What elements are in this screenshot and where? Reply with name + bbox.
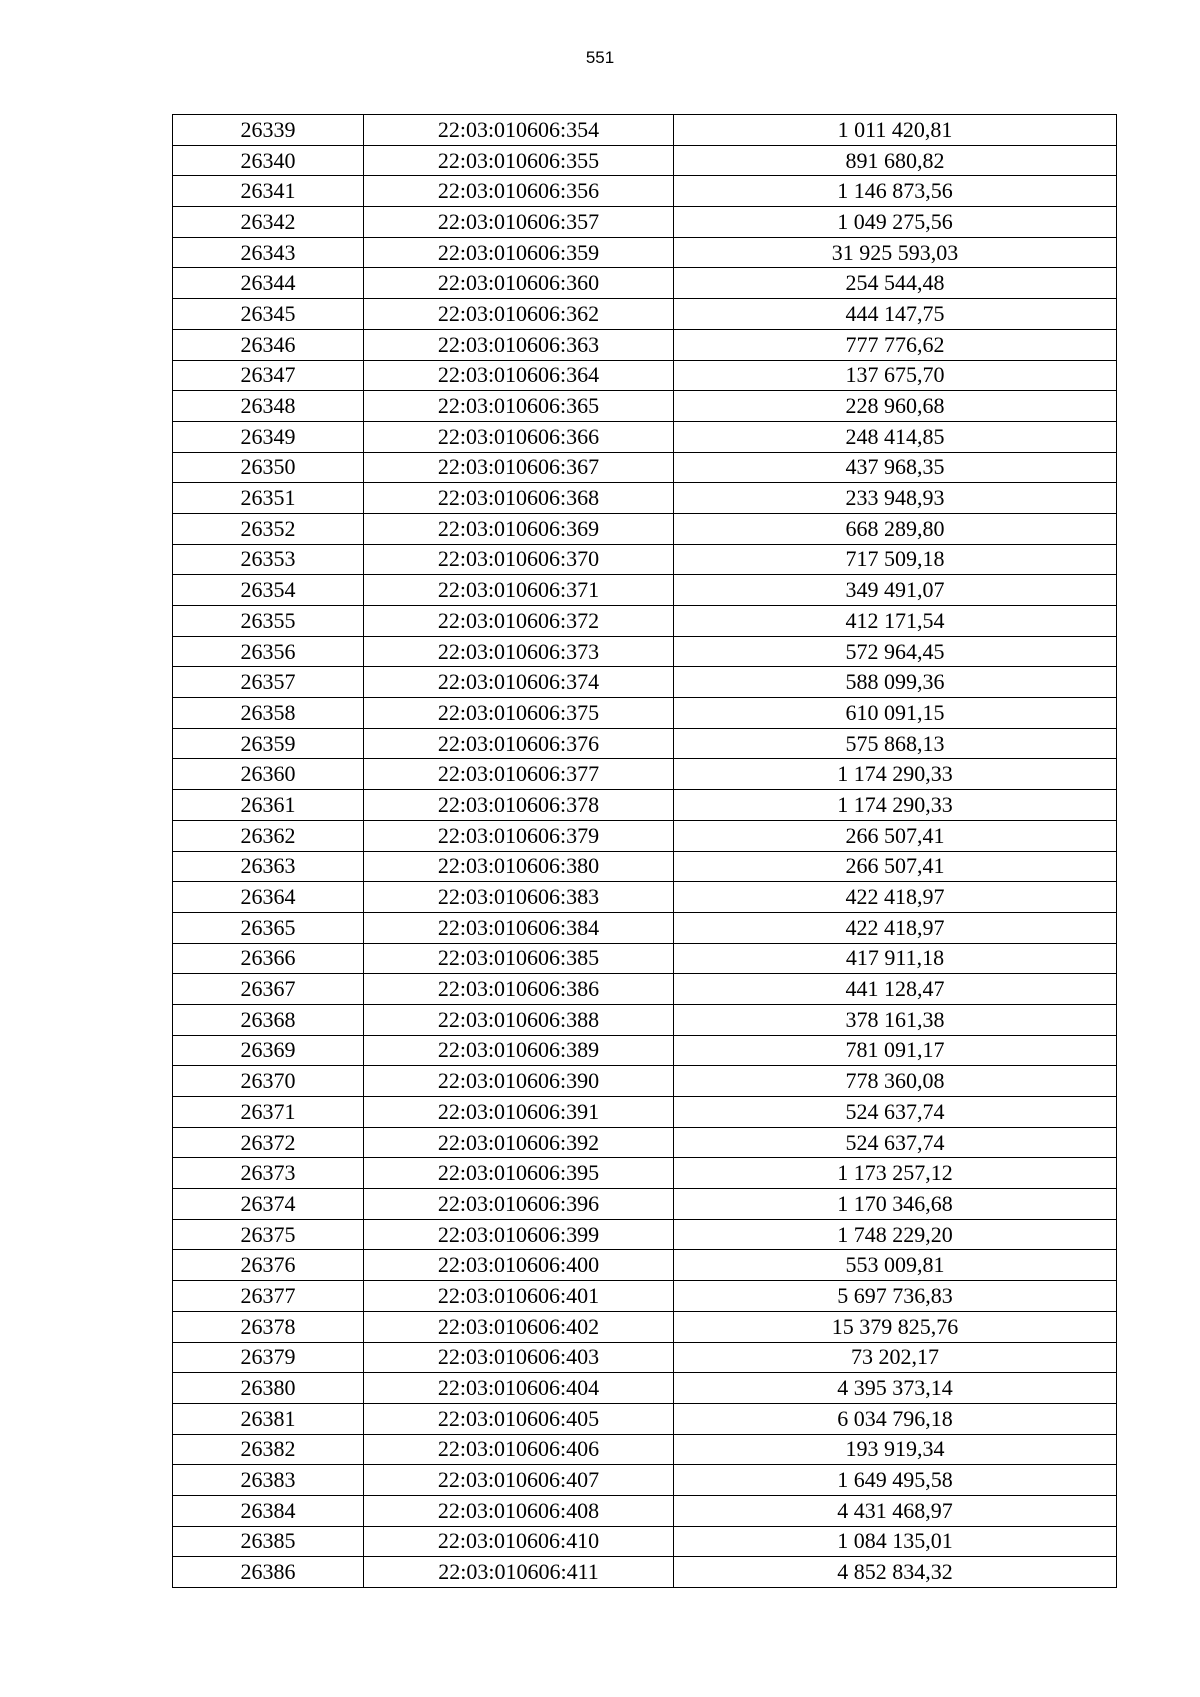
cadastral-value-table <box>172 114 1117 1588</box>
cadastral-number-cell: 22:03:010606:378 <box>364 790 674 821</box>
row-number-cell: 26356 <box>173 636 364 667</box>
cadastral-value-cell: 73 202,17 <box>674 1342 1117 1373</box>
cadastral-value-cell: 572 964,45 <box>674 636 1117 667</box>
cadastral-number-cell: 22:03:010606:411 <box>364 1557 674 1588</box>
table-row <box>173 513 1117 544</box>
cadastral-number-cell: 22:03:010606:376 <box>364 728 674 759</box>
cadastral-number-cell: 22:03:010606:366 <box>364 421 674 452</box>
cadastral-value-cell: 1 649 495,58 <box>674 1465 1117 1496</box>
cadastral-value-cell: 233 948,93 <box>674 483 1117 514</box>
row-number-cell: 26357 <box>173 667 364 698</box>
cadastral-value-cell: 437 968,35 <box>674 452 1117 483</box>
cadastral-number-cell: 22:03:010606:367 <box>364 452 674 483</box>
cadastral-value-cell: 4 431 468,97 <box>674 1495 1117 1526</box>
cadastral-number-cell: 22:03:010606:388 <box>364 1004 674 1035</box>
table-row <box>173 1281 1117 1312</box>
table-row <box>173 544 1117 575</box>
cadastral-value-cell: 1 084 135,01 <box>674 1526 1117 1557</box>
row-number-cell: 26370 <box>173 1066 364 1097</box>
cadastral-number-cell: 22:03:010606:364 <box>364 360 674 391</box>
cadastral-value-cell: 422 418,97 <box>674 912 1117 943</box>
table-row <box>173 1557 1117 1588</box>
row-number-cell: 26349 <box>173 421 364 452</box>
cadastral-number-cell: 22:03:010606:407 <box>364 1465 674 1496</box>
row-number-cell: 26345 <box>173 299 364 330</box>
row-number-cell: 26379 <box>173 1342 364 1373</box>
cadastral-value-cell: 1 170 346,68 <box>674 1189 1117 1220</box>
cadastral-value-cell: 4 395 373,14 <box>674 1373 1117 1404</box>
row-number-cell: 26382 <box>173 1434 364 1465</box>
cadastral-value-cell: 778 360,08 <box>674 1066 1117 1097</box>
cadastral-value-cell: 193 919,34 <box>674 1434 1117 1465</box>
table-row <box>173 1495 1117 1526</box>
row-number-cell: 26381 <box>173 1403 364 1434</box>
row-number-cell: 26366 <box>173 943 364 974</box>
cadastral-value-cell: 5 697 736,83 <box>674 1281 1117 1312</box>
table-row <box>173 606 1117 637</box>
cadastral-number-cell: 22:03:010606:371 <box>364 575 674 606</box>
table-row <box>173 1526 1117 1557</box>
cadastral-number-cell: 22:03:010606:404 <box>364 1373 674 1404</box>
row-number-cell: 26386 <box>173 1557 364 1588</box>
row-number-cell: 26360 <box>173 759 364 790</box>
table-row <box>173 268 1117 299</box>
cadastral-value-cell: 378 161,38 <box>674 1004 1117 1035</box>
row-number-cell: 26372 <box>173 1127 364 1158</box>
cadastral-value-cell: 412 171,54 <box>674 606 1117 637</box>
row-number-cell: 26375 <box>173 1219 364 1250</box>
table-row <box>173 299 1117 330</box>
cadastral-number-cell: 22:03:010606:405 <box>364 1403 674 1434</box>
table-row <box>173 790 1117 821</box>
table-row <box>173 452 1117 483</box>
cadastral-number-cell: 22:03:010606:368 <box>364 483 674 514</box>
table-row <box>173 912 1117 943</box>
row-number-cell: 26376 <box>173 1250 364 1281</box>
table-body <box>173 115 1117 1588</box>
cadastral-number-cell: 22:03:010606:380 <box>364 851 674 882</box>
row-number-cell: 26374 <box>173 1189 364 1220</box>
row-number-cell: 26371 <box>173 1097 364 1128</box>
cadastral-value-cell: 524 637,74 <box>674 1127 1117 1158</box>
cadastral-number-cell: 22:03:010606:385 <box>364 943 674 974</box>
table-row <box>173 1342 1117 1373</box>
row-number-cell: 26342 <box>173 207 364 238</box>
table-row <box>173 145 1117 176</box>
table-row <box>173 207 1117 238</box>
cadastral-value-cell: 1 173 257,12 <box>674 1158 1117 1189</box>
table-row <box>173 636 1117 667</box>
cadastral-value-cell: 524 637,74 <box>674 1097 1117 1128</box>
cadastral-number-cell: 22:03:010606:360 <box>364 268 674 299</box>
row-number-cell: 26369 <box>173 1035 364 1066</box>
table-row <box>173 1127 1117 1158</box>
table-row <box>173 882 1117 913</box>
table-row <box>173 575 1117 606</box>
table-row <box>173 1250 1117 1281</box>
cadastral-value-cell: 137 675,70 <box>674 360 1117 391</box>
cadastral-value-cell: 15 379 825,76 <box>674 1311 1117 1342</box>
row-number-cell: 26373 <box>173 1158 364 1189</box>
row-number-cell: 26383 <box>173 1465 364 1496</box>
cadastral-number-cell: 22:03:010606:369 <box>364 513 674 544</box>
row-number-cell: 26346 <box>173 329 364 360</box>
cadastral-value-cell: 1 146 873,56 <box>674 176 1117 207</box>
cadastral-value-cell: 248 414,85 <box>674 421 1117 452</box>
cadastral-number-cell: 22:03:010606:356 <box>364 176 674 207</box>
cadastral-number-cell: 22:03:010606:372 <box>364 606 674 637</box>
table-row <box>173 1066 1117 1097</box>
cadastral-value-cell: 610 091,15 <box>674 698 1117 729</box>
cadastral-number-cell: 22:03:010606:355 <box>364 145 674 176</box>
row-number-cell: 26365 <box>173 912 364 943</box>
table-row <box>173 483 1117 514</box>
table-row <box>173 667 1117 698</box>
row-number-cell: 26347 <box>173 360 364 391</box>
cadastral-number-cell: 22:03:010606:379 <box>364 820 674 851</box>
row-number-cell: 26343 <box>173 237 364 268</box>
cadastral-number-cell: 22:03:010606:374 <box>364 667 674 698</box>
row-number-cell: 26377 <box>173 1281 364 1312</box>
cadastral-number-cell: 22:03:010606:377 <box>364 759 674 790</box>
table-row <box>173 759 1117 790</box>
cadastral-number-cell: 22:03:010606:401 <box>364 1281 674 1312</box>
cadastral-value-cell: 588 099,36 <box>674 667 1117 698</box>
row-number-cell: 26344 <box>173 268 364 299</box>
row-number-cell: 26340 <box>173 145 364 176</box>
table-row <box>173 1465 1117 1496</box>
cadastral-value-cell: 444 147,75 <box>674 299 1117 330</box>
cadastral-number-cell: 22:03:010606:408 <box>364 1495 674 1526</box>
table-row <box>173 1403 1117 1434</box>
cadastral-number-cell: 22:03:010606:370 <box>364 544 674 575</box>
row-number-cell: 26339 <box>173 115 364 146</box>
row-number-cell: 26352 <box>173 513 364 544</box>
cadastral-value-cell: 1 011 420,81 <box>674 115 1117 146</box>
cadastral-value-cell: 6 034 796,18 <box>674 1403 1117 1434</box>
table-row <box>173 115 1117 146</box>
row-number-cell: 26380 <box>173 1373 364 1404</box>
cadastral-value-cell: 441 128,47 <box>674 974 1117 1005</box>
table-row <box>173 943 1117 974</box>
cadastral-value-cell: 254 544,48 <box>674 268 1117 299</box>
table-row <box>173 1434 1117 1465</box>
table-row <box>173 237 1117 268</box>
row-number-cell: 26368 <box>173 1004 364 1035</box>
cadastral-number-cell: 22:03:010606:354 <box>364 115 674 146</box>
row-number-cell: 26363 <box>173 851 364 882</box>
table-row <box>173 820 1117 851</box>
cadastral-value-cell: 31 925 593,03 <box>674 237 1117 268</box>
table-row <box>173 391 1117 422</box>
table-row <box>173 329 1117 360</box>
row-number-cell: 26351 <box>173 483 364 514</box>
row-number-cell: 26362 <box>173 820 364 851</box>
row-number-cell: 26353 <box>173 544 364 575</box>
cadastral-number-cell: 22:03:010606:396 <box>364 1189 674 1220</box>
cadastral-number-cell: 22:03:010606:357 <box>364 207 674 238</box>
cadastral-value-cell: 717 509,18 <box>674 544 1117 575</box>
cadastral-value-cell: 668 289,80 <box>674 513 1117 544</box>
cadastral-number-cell: 22:03:010606:384 <box>364 912 674 943</box>
table-row <box>173 728 1117 759</box>
cadastral-number-cell: 22:03:010606:392 <box>364 1127 674 1158</box>
cadastral-number-cell: 22:03:010606:363 <box>364 329 674 360</box>
row-number-cell: 26384 <box>173 1495 364 1526</box>
row-number-cell: 26350 <box>173 452 364 483</box>
cadastral-number-cell: 22:03:010606:410 <box>364 1526 674 1557</box>
cadastral-value-cell: 266 507,41 <box>674 820 1117 851</box>
cadastral-number-cell: 22:03:010606:375 <box>364 698 674 729</box>
cadastral-value-cell: 4 852 834,32 <box>674 1557 1117 1588</box>
row-number-cell: 26341 <box>173 176 364 207</box>
cadastral-number-cell: 22:03:010606:362 <box>364 299 674 330</box>
cadastral-value-cell: 1 748 229,20 <box>674 1219 1117 1250</box>
cadastral-value-cell: 553 009,81 <box>674 1250 1117 1281</box>
cadastral-number-cell: 22:03:010606:391 <box>364 1097 674 1128</box>
cadastral-number-cell: 22:03:010606:389 <box>364 1035 674 1066</box>
table-row <box>173 1097 1117 1128</box>
row-number-cell: 26378 <box>173 1311 364 1342</box>
table-row <box>173 1035 1117 1066</box>
cadastral-number-cell: 22:03:010606:400 <box>364 1250 674 1281</box>
cadastral-value-cell: 1 049 275,56 <box>674 207 1117 238</box>
row-number-cell: 26358 <box>173 698 364 729</box>
table-row <box>173 1004 1117 1035</box>
table-row <box>173 1158 1117 1189</box>
table-row <box>173 1219 1117 1250</box>
cadastral-value-cell: 422 418,97 <box>674 882 1117 913</box>
row-number-cell: 26359 <box>173 728 364 759</box>
cadastral-value-cell: 1 174 290,33 <box>674 759 1117 790</box>
cadastral-value-cell: 777 776,62 <box>674 329 1117 360</box>
cadastral-number-cell: 22:03:010606:365 <box>364 391 674 422</box>
table-row <box>173 698 1117 729</box>
row-number-cell: 26354 <box>173 575 364 606</box>
table-row <box>173 360 1117 391</box>
row-number-cell: 26361 <box>173 790 364 821</box>
cadastral-number-cell: 22:03:010606:403 <box>364 1342 674 1373</box>
cadastral-number-cell: 22:03:010606:395 <box>364 1158 674 1189</box>
row-number-cell: 26355 <box>173 606 364 637</box>
page-number: 551 <box>585 48 615 67</box>
table-row <box>173 1189 1117 1220</box>
cadastral-number-cell: 22:03:010606:406 <box>364 1434 674 1465</box>
cadastral-value-cell: 417 911,18 <box>674 943 1117 974</box>
row-number-cell: 26364 <box>173 882 364 913</box>
cadastral-number-cell: 22:03:010606:359 <box>364 237 674 268</box>
row-number-cell: 26367 <box>173 974 364 1005</box>
cadastral-value-cell: 228 960,68 <box>674 391 1117 422</box>
cadastral-value-cell: 1 174 290,33 <box>674 790 1117 821</box>
cadastral-number-cell: 22:03:010606:390 <box>364 1066 674 1097</box>
cadastral-value-cell: 266 507,41 <box>674 851 1117 882</box>
row-number-cell: 26348 <box>173 391 364 422</box>
cadastral-number-cell: 22:03:010606:383 <box>364 882 674 913</box>
table-row <box>173 176 1117 207</box>
table-row <box>173 421 1117 452</box>
cadastral-value-cell: 891 680,82 <box>674 145 1117 176</box>
cadastral-number-cell: 22:03:010606:402 <box>364 1311 674 1342</box>
table-row <box>173 1373 1117 1404</box>
cadastral-value-cell: 575 868,13 <box>674 728 1117 759</box>
cadastral-value-cell: 349 491,07 <box>674 575 1117 606</box>
table-row <box>173 851 1117 882</box>
cadastral-number-cell: 22:03:010606:386 <box>364 974 674 1005</box>
row-number-cell: 26385 <box>173 1526 364 1557</box>
cadastral-number-cell: 22:03:010606:399 <box>364 1219 674 1250</box>
table-row <box>173 1311 1117 1342</box>
cadastral-number-cell: 22:03:010606:373 <box>364 636 674 667</box>
cadastral-value-cell: 781 091,17 <box>674 1035 1117 1066</box>
table-row <box>173 974 1117 1005</box>
